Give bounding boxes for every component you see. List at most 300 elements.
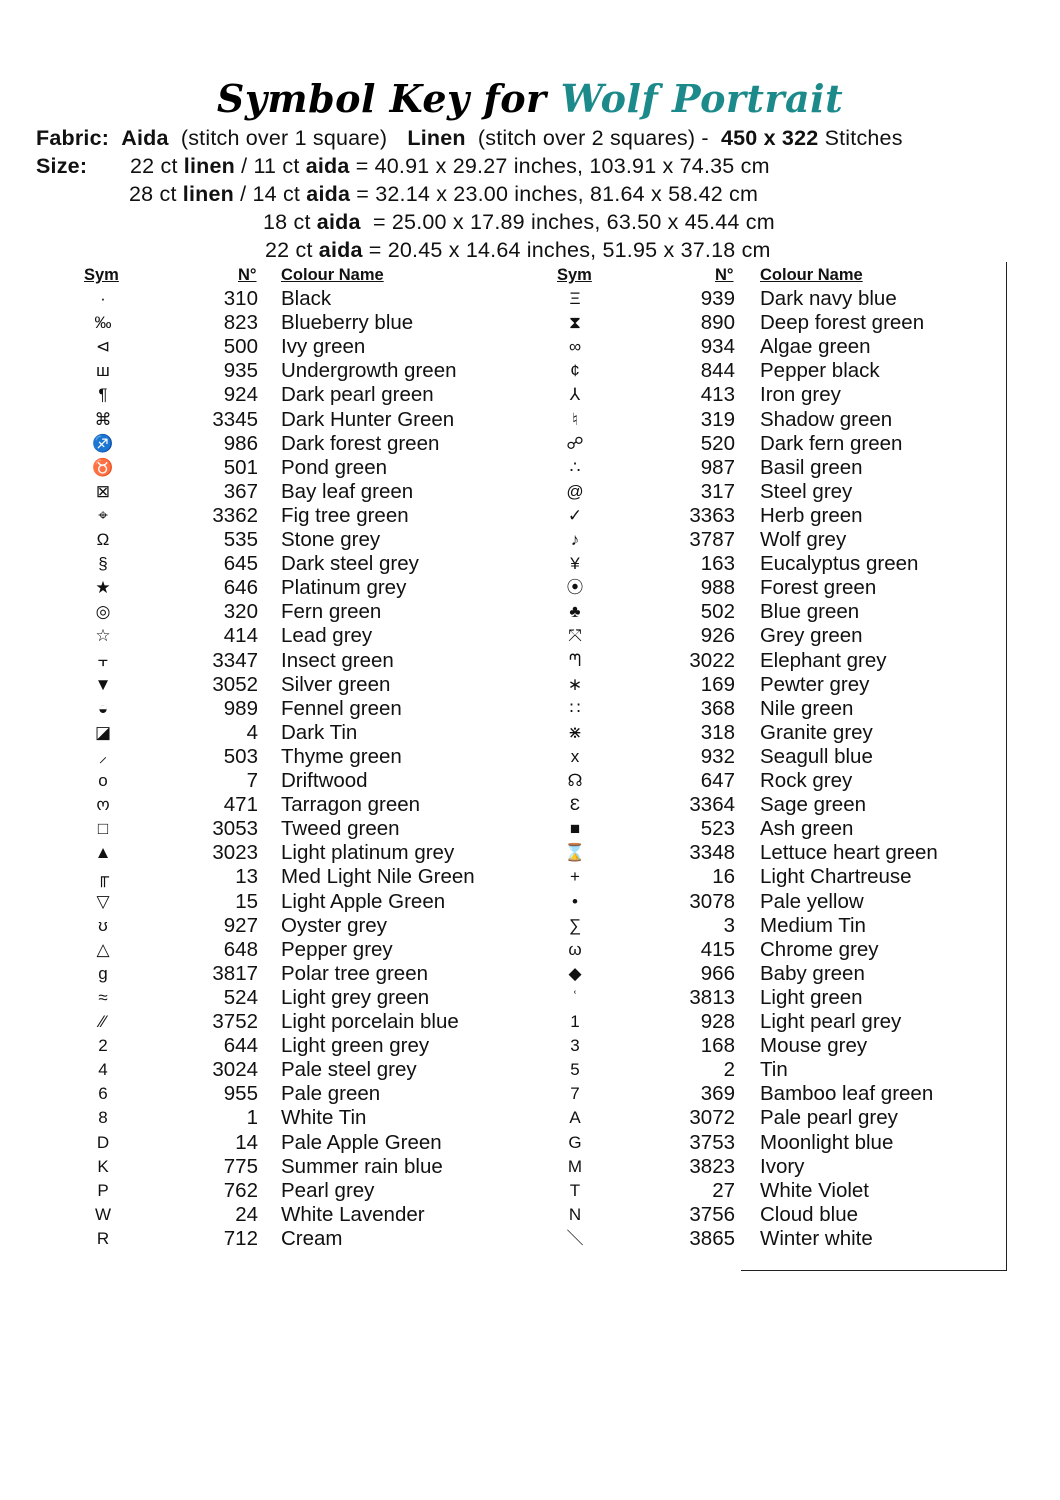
colour-name-cell: Nile green bbox=[760, 696, 854, 720]
colour-name-cell: Light Apple Green bbox=[281, 889, 446, 913]
symbol-cell: ⸝ bbox=[98, 746, 108, 766]
table-row bbox=[0, 287, 1060, 311]
header-colour-name: Colour Name bbox=[281, 266, 384, 284]
symbol-cell: M bbox=[567, 1156, 583, 1176]
table-row bbox=[0, 504, 1060, 528]
colour-name-cell: Pale Apple Green bbox=[281, 1130, 442, 1154]
symbol-cell: g bbox=[98, 963, 108, 983]
symbol-cell: ¶ bbox=[98, 385, 108, 405]
number-cell: 317 bbox=[700, 479, 735, 503]
number-cell: 934 bbox=[700, 335, 735, 359]
symbol-cell: □ bbox=[97, 819, 109, 839]
symbol-cell: ♪ bbox=[570, 530, 580, 549]
number-cell: 932 bbox=[700, 744, 735, 768]
size-fabric: linen bbox=[182, 182, 234, 206]
number-cell: 647 bbox=[700, 769, 735, 792]
number-cell: 163 bbox=[700, 552, 735, 576]
size-ct: / 14 ct bbox=[233, 182, 307, 206]
colour-name-cell: Steel grey bbox=[760, 479, 853, 503]
colour-name-cell: Elephant grey bbox=[760, 648, 887, 672]
fabric-aida-note: (stitch over 1 square) bbox=[180, 126, 388, 150]
symbol-cell: ∞ bbox=[568, 337, 582, 357]
table-row bbox=[0, 890, 1060, 914]
table-row bbox=[0, 1155, 1060, 1179]
colour-name-cell: Dark fern green bbox=[760, 431, 903, 455]
table-row bbox=[0, 528, 1060, 552]
number-cell: 3078 bbox=[689, 889, 735, 913]
number-cell: 3052 bbox=[212, 672, 258, 696]
table-row bbox=[0, 649, 1060, 673]
symbol-cell: ■ bbox=[569, 819, 581, 839]
table-row bbox=[0, 552, 1060, 576]
number-cell: 823 bbox=[223, 311, 258, 335]
table-row bbox=[0, 408, 1060, 432]
number-cell: 644 bbox=[223, 1034, 258, 1058]
colour-name-cell: Pond green bbox=[281, 455, 388, 479]
number-cell: 319 bbox=[700, 407, 735, 431]
table-row bbox=[0, 817, 1060, 841]
number-cell: 15 bbox=[235, 889, 258, 913]
symbol-cell: 7 bbox=[570, 1084, 580, 1104]
symbol-cell: △ bbox=[96, 939, 110, 959]
header-colour-name: Colour Name bbox=[760, 266, 863, 284]
table-row bbox=[0, 697, 1060, 721]
symbol-cell: ★ bbox=[95, 578, 111, 598]
symbol-cell: D bbox=[96, 1132, 110, 1152]
number-cell: 955 bbox=[223, 1082, 258, 1106]
colour-name-cell: Algae green bbox=[760, 335, 871, 359]
colour-name-cell: Tweed green bbox=[281, 817, 400, 841]
number-cell: 3753 bbox=[689, 1130, 735, 1154]
number-cell: 13 bbox=[235, 865, 258, 889]
number-cell: 3752 bbox=[212, 1010, 258, 1033]
colour-name-cell: Light pearl grey bbox=[760, 1010, 902, 1033]
table-row bbox=[0, 721, 1060, 745]
colour-name-cell: Mouse grey bbox=[760, 1034, 868, 1058]
number-cell: 502 bbox=[700, 600, 735, 624]
symbol-cell: ▲ bbox=[94, 843, 112, 863]
table-row bbox=[0, 962, 1060, 986]
symbol-cell: K bbox=[97, 1156, 109, 1176]
symbol-cell: R bbox=[96, 1228, 110, 1248]
number-cell: 3823 bbox=[689, 1154, 735, 1178]
colour-name-cell: Pale steel grey bbox=[281, 1058, 417, 1082]
table-row bbox=[0, 1227, 1060, 1251]
number-cell: 320 bbox=[223, 600, 258, 624]
number-cell: 367 bbox=[223, 479, 258, 503]
page-title bbox=[0, 76, 1060, 121]
number-cell: 415 bbox=[700, 937, 735, 961]
number-cell: 3756 bbox=[689, 1202, 735, 1226]
colour-name-cell: Cloud blue bbox=[760, 1202, 859, 1226]
fabric-aida: Aida bbox=[121, 126, 169, 150]
symbol-cell: ☆ bbox=[95, 626, 111, 646]
size-dimensions: = 25.00 x 17.89 inches, 63.50 x 45.44 cm bbox=[360, 210, 775, 234]
number-cell: 2 bbox=[723, 1058, 735, 1082]
table-row bbox=[0, 1058, 1060, 1082]
colour-name-cell: Dark Tin bbox=[281, 720, 358, 744]
number-cell: 928 bbox=[700, 1010, 735, 1033]
colour-name-cell: Dark forest green bbox=[281, 431, 440, 455]
title-prefix: Symbol Key for bbox=[216, 76, 547, 121]
table-row bbox=[0, 793, 1060, 817]
size-fabric: aida bbox=[306, 182, 351, 206]
symbol-cell: 3 bbox=[570, 1036, 580, 1056]
number-cell: 318 bbox=[700, 720, 735, 744]
colour-name-cell: Silver green bbox=[281, 672, 391, 696]
colour-name-cell: Medium Tin bbox=[760, 913, 866, 937]
colour-name-cell: Ash green bbox=[760, 817, 854, 841]
colour-name-cell: Black bbox=[281, 287, 332, 310]
table-row bbox=[0, 673, 1060, 697]
symbol-cell: ⊲ bbox=[95, 337, 111, 357]
size-fabric: aida bbox=[305, 154, 350, 178]
symbol-cell: @ bbox=[566, 481, 584, 501]
number-cell: 775 bbox=[223, 1154, 258, 1178]
number-cell: 987 bbox=[700, 455, 735, 479]
colour-name-cell: Iron grey bbox=[760, 383, 841, 407]
symbol-cell: ⫟ bbox=[97, 650, 109, 670]
colour-name-cell: Blueberry blue bbox=[281, 311, 414, 335]
colour-name-cell: Baby green bbox=[760, 961, 865, 985]
table-border-bottom bbox=[741, 1270, 1007, 1271]
symbol-cell: ш bbox=[96, 361, 110, 381]
symbol-cell: ∴ bbox=[569, 457, 581, 477]
symbol-cell: • bbox=[572, 891, 578, 911]
symbol-cell: 4 bbox=[98, 1060, 108, 1080]
number-cell: 501 bbox=[223, 455, 258, 479]
table-row bbox=[0, 359, 1060, 383]
header-sym: Sym bbox=[84, 266, 119, 284]
symbol-cell: ▼ bbox=[94, 674, 112, 694]
colour-name-cell: Med Light Nile Green bbox=[281, 865, 475, 889]
symbol-cell: ო bbox=[96, 795, 110, 815]
colour-name-cell: Light grey green bbox=[281, 985, 430, 1009]
number-cell: 844 bbox=[700, 359, 735, 383]
size-line-3 bbox=[263, 210, 775, 235]
number-cell: 471 bbox=[223, 793, 258, 817]
colour-name-cell: Herb green bbox=[760, 503, 863, 527]
symbol-cell: ∷ bbox=[569, 698, 581, 718]
number-cell: 7 bbox=[246, 769, 258, 792]
symbol-cell: ⧗ bbox=[569, 313, 581, 333]
symbol-cell: ♣ bbox=[569, 602, 581, 622]
colour-name-cell: Granite grey bbox=[760, 720, 873, 744]
table-row bbox=[0, 769, 1060, 793]
number-cell: 524 bbox=[223, 985, 258, 1009]
number-cell: 645 bbox=[223, 552, 258, 576]
number-cell: 966 bbox=[700, 961, 735, 985]
table-row bbox=[0, 1010, 1060, 1034]
colour-name-cell: Summer rain blue bbox=[281, 1154, 443, 1178]
symbol-cell: ♉ bbox=[92, 457, 114, 477]
size-line-2 bbox=[129, 182, 758, 207]
colour-name-cell: Pale yellow bbox=[760, 889, 864, 913]
symbol-cell: Ξ bbox=[569, 289, 581, 308]
colour-name-cell: Light green bbox=[760, 985, 863, 1009]
colour-name-cell: White Lavender bbox=[281, 1202, 425, 1226]
colour-name-cell: Eucalyptus green bbox=[760, 552, 919, 576]
size-ct: 22 ct bbox=[265, 238, 319, 262]
symbol-cell: ‰ bbox=[94, 313, 112, 333]
colour-name-cell: Lead grey bbox=[281, 624, 373, 648]
symbol-cell: ☍ bbox=[566, 433, 584, 453]
colour-name-cell: Cream bbox=[281, 1226, 343, 1250]
symbol-cell: ∑ bbox=[568, 915, 582, 935]
number-cell: 935 bbox=[223, 359, 258, 383]
colour-name-cell: Pewter grey bbox=[760, 672, 870, 696]
number-cell: 3347 bbox=[212, 648, 258, 672]
number-cell: 14 bbox=[235, 1130, 258, 1154]
symbol-cell: T bbox=[569, 1180, 581, 1200]
symbol-cell: ◎ bbox=[95, 602, 111, 622]
number-cell: 16 bbox=[712, 865, 735, 889]
number-cell: 3362 bbox=[212, 503, 258, 527]
symbol-cell: ♮ bbox=[571, 409, 579, 429]
symbol-cell: ◆ bbox=[568, 963, 582, 983]
number-cell: 310 bbox=[223, 287, 258, 310]
colour-name-cell: Bay leaf green bbox=[281, 479, 414, 503]
colour-name-cell: Ivory bbox=[760, 1154, 805, 1178]
symbol-cell: ⦿ bbox=[566, 578, 584, 598]
colour-name-cell: Shadow green bbox=[760, 407, 893, 431]
number-cell: 1 bbox=[246, 1106, 258, 1130]
number-cell: 3 bbox=[723, 913, 735, 937]
colour-name-cell: Pepper grey bbox=[281, 937, 393, 961]
number-cell: 890 bbox=[700, 311, 735, 335]
symbol-cell: ▽ bbox=[96, 891, 110, 911]
size-line-1 bbox=[130, 154, 770, 179]
header-sym: Sym bbox=[557, 266, 592, 284]
number-cell: 3345 bbox=[212, 407, 258, 431]
number-cell: 712 bbox=[223, 1226, 258, 1250]
colour-name-cell: Deep forest green bbox=[760, 311, 925, 335]
stitch-count: 450 x 322 bbox=[720, 126, 819, 150]
number-cell: 4 bbox=[246, 720, 258, 744]
fabric-label: Fabric: bbox=[36, 126, 110, 150]
table-row bbox=[0, 576, 1060, 600]
fabric-line bbox=[36, 126, 903, 151]
colour-name-cell: Dark pearl green bbox=[281, 383, 434, 407]
colour-name-cell: Ivy green bbox=[281, 335, 366, 359]
number-cell: 3817 bbox=[212, 961, 258, 985]
size-line-4 bbox=[265, 238, 771, 263]
size-ct: 22 ct bbox=[130, 154, 184, 178]
colour-name-cell: Lettuce heart green bbox=[760, 841, 938, 865]
table-row bbox=[0, 432, 1060, 456]
symbol-cell: ◒ bbox=[97, 698, 109, 718]
colour-name-cell: Light green grey bbox=[281, 1034, 430, 1058]
colour-name-cell: Light porcelain blue bbox=[281, 1010, 459, 1033]
number-cell: 413 bbox=[700, 383, 735, 407]
colour-name-cell: Bamboo leaf green bbox=[760, 1082, 934, 1106]
table-border-right bbox=[1006, 262, 1007, 1270]
table-row bbox=[0, 1179, 1060, 1203]
table-row bbox=[0, 745, 1060, 769]
number-cell: 762 bbox=[223, 1178, 258, 1202]
symbol-cell: ⅄ bbox=[569, 385, 581, 405]
table-row bbox=[0, 335, 1060, 359]
symbol-cell: ◪ bbox=[94, 722, 112, 742]
number-cell: 3024 bbox=[212, 1058, 258, 1082]
number-cell: 988 bbox=[700, 576, 735, 600]
symbol-cell: ♐ bbox=[92, 433, 114, 453]
number-cell: 3053 bbox=[212, 817, 258, 841]
table-row bbox=[0, 624, 1060, 648]
pattern-name: Wolf Portrait bbox=[560, 76, 844, 121]
fabric-linen: Linen bbox=[407, 126, 466, 150]
header-number: N° bbox=[238, 266, 257, 284]
number-cell: 989 bbox=[223, 696, 258, 720]
header-number: N° bbox=[715, 266, 734, 284]
size-ct: 28 ct bbox=[129, 182, 183, 206]
size-dimensions: = 32.14 x 23.00 inches, 81.64 x 58.42 cm bbox=[350, 182, 759, 206]
table-row bbox=[0, 986, 1060, 1010]
colour-name-cell: Light platinum grey bbox=[281, 841, 455, 865]
table-row bbox=[0, 938, 1060, 962]
symbol-cell: ≈ bbox=[98, 987, 108, 1007]
colour-name-cell: Stone grey bbox=[281, 528, 381, 551]
symbol-cell: P bbox=[97, 1180, 109, 1200]
colour-name-cell: Dark navy blue bbox=[760, 287, 897, 310]
number-cell: 523 bbox=[700, 817, 735, 841]
colour-name-cell: White Violet bbox=[760, 1178, 870, 1202]
table-row bbox=[0, 600, 1060, 624]
size-ct: 18 ct bbox=[263, 210, 317, 234]
table-row bbox=[0, 383, 1060, 407]
symbol-cell: § bbox=[98, 554, 108, 574]
colour-name-cell: Pepper black bbox=[760, 359, 880, 383]
colour-name-cell: White Tin bbox=[281, 1106, 367, 1130]
colour-name-cell: Seagull blue bbox=[760, 744, 873, 768]
colour-name-cell: Moonlight blue bbox=[760, 1130, 894, 1154]
table-row bbox=[0, 1082, 1060, 1106]
symbol-cell: Ɛ bbox=[569, 795, 581, 815]
number-cell: 3865 bbox=[689, 1226, 735, 1250]
number-cell: 939 bbox=[700, 287, 735, 310]
number-cell: 646 bbox=[223, 576, 258, 600]
size-label-line bbox=[36, 154, 87, 179]
symbol-cell: ⋇ bbox=[567, 722, 583, 742]
colour-name-cell: Winter white bbox=[760, 1226, 873, 1250]
symbol-cell: + bbox=[570, 867, 580, 887]
number-cell: 169 bbox=[700, 672, 735, 696]
symbol-cell: ᘉ bbox=[568, 650, 582, 670]
symbol-cell: 1 bbox=[570, 1012, 580, 1031]
colour-name-cell: Polar tree green bbox=[281, 961, 429, 985]
symbol-cell: N bbox=[568, 1204, 582, 1224]
stitches-label: Stitches bbox=[824, 126, 903, 150]
colour-name-cell: Undergrowth green bbox=[281, 359, 457, 383]
number-cell: 414 bbox=[223, 624, 258, 648]
size-fabric: aida bbox=[316, 210, 361, 234]
colour-name-cell: Basil green bbox=[760, 455, 863, 479]
number-cell: 3348 bbox=[689, 841, 735, 865]
number-cell: 927 bbox=[223, 913, 258, 937]
colour-name-cell: Sage green bbox=[760, 793, 867, 817]
colour-name-cell: Fern green bbox=[281, 600, 382, 624]
table-row bbox=[0, 841, 1060, 865]
colour-name-cell: Light Chartreuse bbox=[760, 865, 912, 889]
symbol-cell: ✓ bbox=[567, 505, 583, 525]
number-cell: 3023 bbox=[212, 841, 258, 865]
symbol-cell: ¢ bbox=[570, 361, 580, 381]
number-cell: 3363 bbox=[689, 503, 735, 527]
number-cell: 369 bbox=[700, 1082, 735, 1106]
number-cell: 520 bbox=[700, 431, 735, 455]
table-row bbox=[0, 480, 1060, 504]
symbol-cell: 6 bbox=[98, 1084, 108, 1104]
symbol-cell: ∗ bbox=[567, 674, 583, 694]
colour-name-cell: Chrome grey bbox=[760, 937, 879, 961]
number-cell: 535 bbox=[223, 528, 258, 551]
colour-name-cell: Thyme green bbox=[281, 744, 402, 768]
symbol-cell: Ω bbox=[96, 530, 110, 549]
size-fabric: aida bbox=[318, 238, 363, 262]
number-cell: 168 bbox=[700, 1034, 735, 1058]
fabric-linen-note: (stitch over 2 squares) - bbox=[477, 126, 709, 150]
colour-name-cell: Insect green bbox=[281, 648, 394, 672]
symbol-cell: ⁄⁄ bbox=[100, 1012, 106, 1031]
table-row bbox=[0, 1106, 1060, 1130]
number-cell: 3364 bbox=[689, 793, 735, 817]
symbol-cell: o bbox=[98, 771, 108, 790]
table-row bbox=[0, 311, 1060, 335]
number-cell: 24 bbox=[235, 1202, 258, 1226]
table-row bbox=[0, 914, 1060, 938]
number-cell: 986 bbox=[223, 431, 258, 455]
size-dimensions: = 40.91 x 29.27 inches, 103.91 x 74.35 cm bbox=[349, 154, 770, 178]
symbol-cell: ⤧ bbox=[568, 626, 582, 646]
symbol-cell: A bbox=[569, 1108, 581, 1128]
table-row bbox=[0, 1203, 1060, 1227]
colour-name-cell: Platinum grey bbox=[281, 576, 407, 600]
symbol-cell: ʿ bbox=[572, 987, 578, 1007]
number-cell: 926 bbox=[700, 624, 735, 648]
colour-name-cell: Dark steel grey bbox=[281, 552, 419, 576]
number-cell: 924 bbox=[223, 383, 258, 407]
number-cell: 3022 bbox=[689, 648, 735, 672]
symbol-cell: ⊠ bbox=[95, 481, 111, 501]
colour-name-cell: Oyster grey bbox=[281, 913, 387, 937]
colour-name-cell: Dark Hunter Green bbox=[281, 407, 455, 431]
symbol-cell: ʊ bbox=[98, 915, 108, 935]
size-ct: / 11 ct bbox=[234, 154, 306, 178]
symbol-cell: · bbox=[100, 289, 106, 308]
number-cell: 3072 bbox=[689, 1106, 735, 1130]
colour-name-cell: Driftwood bbox=[281, 769, 368, 792]
size-fabric: linen bbox=[183, 154, 235, 178]
table-row bbox=[0, 456, 1060, 480]
symbol-cell: 2 bbox=[98, 1036, 108, 1056]
symbol-cell: ω bbox=[568, 939, 582, 959]
colour-name-cell: Pale green bbox=[281, 1082, 381, 1106]
symbol-cell: ⌛ bbox=[564, 843, 586, 863]
size-dimensions: = 20.45 x 14.64 inches, 51.95 x 37.18 cm bbox=[362, 238, 771, 262]
number-cell: 503 bbox=[223, 744, 258, 768]
number-cell: 648 bbox=[223, 937, 258, 961]
colour-name-cell: Blue green bbox=[760, 600, 860, 624]
number-cell: 500 bbox=[223, 335, 258, 359]
colour-name-cell: Fig tree green bbox=[281, 503, 409, 527]
number-cell: 3813 bbox=[689, 985, 735, 1009]
size-label: Size: bbox=[36, 154, 88, 178]
symbol-cell: ⌘ bbox=[94, 409, 112, 429]
colour-name-cell: Wolf grey bbox=[760, 528, 847, 551]
colour-name-cell: Forest green bbox=[760, 576, 877, 600]
symbol-cell: 5 bbox=[570, 1060, 580, 1080]
symbol-cell: ＼ bbox=[566, 1228, 584, 1248]
